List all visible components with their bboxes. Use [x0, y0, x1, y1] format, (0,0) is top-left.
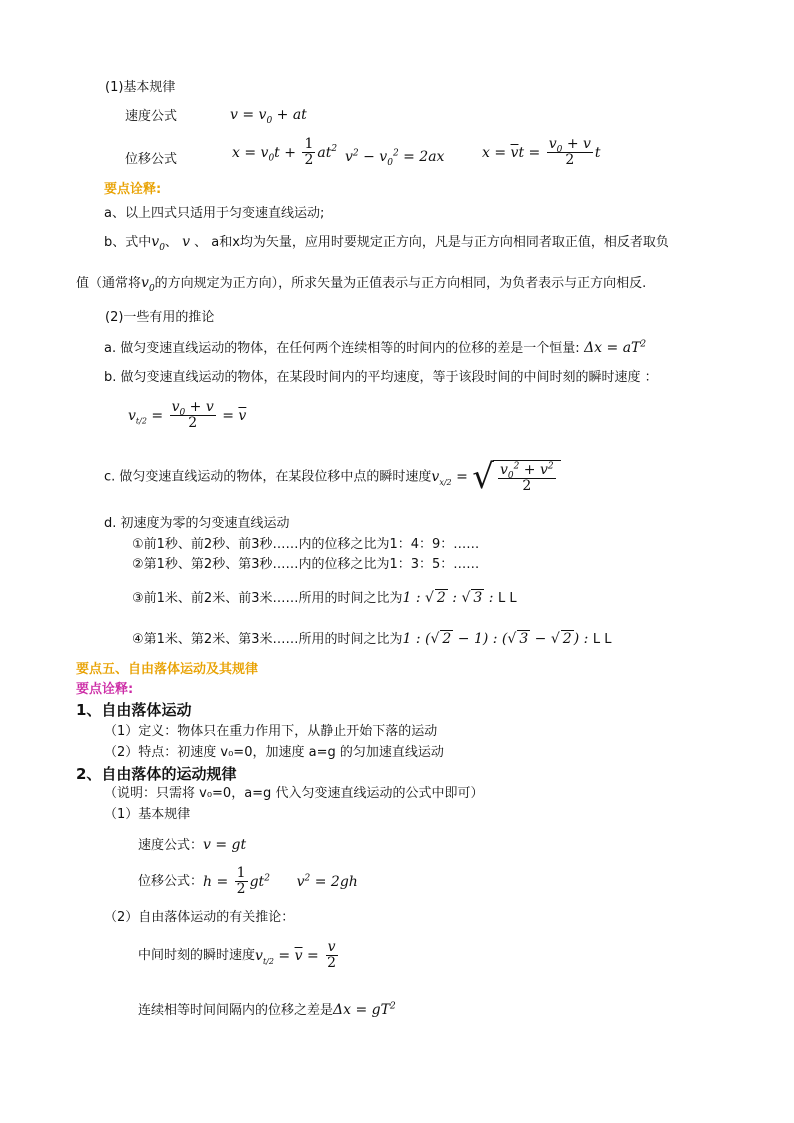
- free-fall-mid-velocity: 中间时刻的瞬时速度$v_{t/2} = \overline{v}$ = $\frac{v}{2}$: [138, 939, 337, 972]
- displacement-formula-1: $x = v_0t$ + $\frac{1}{2}$ $at^2$: [232, 136, 338, 169]
- inference-d1: ①前1秒、前2秒、前3秒……内的位移之比为1：4：9：……: [132, 537, 480, 552]
- free-fall-explanation: （说明：只需将 v₀=0，a=g 代入匀变速直线运动的公式中即可）: [104, 786, 484, 801]
- note-a: a、以上四式只适用于匀变速直线运动;: [104, 206, 325, 221]
- free-fall-heading: 1、自由落体运动: [76, 701, 192, 719]
- displacement-formula-label: 位移公式: [125, 152, 178, 167]
- note-b-line1: b、式中$v_0$、 v 、 a和x均为矢量，应用时要规定正方向，凡是与正方向相同者取正值，相反者取负: [104, 234, 669, 253]
- section5-title: 要点五、自由落体运动及其规律: [76, 662, 259, 677]
- free-fall-inference-heading: （2）自由落体运动的有关推论：: [104, 910, 295, 925]
- note-title: 要点诠释:: [104, 182, 162, 197]
- inference-d: d. 初速度为零的匀变速直线运动: [104, 516, 290, 531]
- free-fall-velocity: 速度公式：v = gt: [138, 837, 247, 853]
- section1-heading: (1)基本规律: [105, 80, 176, 95]
- displacement-formula-2: $v^2 - v_0^2 = 2ax$: [345, 148, 445, 168]
- free-fall-displacement-diff: 连续相等时间间隔内的位移之差是$\Delta x = gT^2$: [138, 1001, 396, 1018]
- velocity-formula: $v = v_0$ + at: [230, 107, 307, 126]
- inference-d4: ④第1米、第2米、第3米……所用的时间之比为1 : (√ 2 − 1) : (√ 3 − √ 2 ) : L L: [132, 631, 612, 647]
- free-fall-displacement: 位移公式：h = $\frac{1}{2}$ $gt^2$ $v^2 = 2gh$: [138, 865, 358, 898]
- velocity-formula-label: 速度公式: [125, 109, 178, 124]
- section5-note: 要点诠释:: [76, 682, 134, 697]
- free-fall-feature: （2）特点：初速度 v₀=0，加速度 a=g 的匀加速直线运动: [104, 745, 444, 760]
- inference-c: c. 做匀变速直线运动的物体，在某段位移中点的瞬时速度$v_{x/2}$ = √ $\frac{v_0^2 + v^2}{2}$: [104, 460, 561, 495]
- free-fall-law-heading: 2、自由落体的运动规律: [76, 765, 237, 783]
- note-b-line2: 值（通常将$v_0$的方向规定为正方向），所求矢量为正值表示与正方向相同，为负者表示与正方向相反.: [76, 275, 647, 294]
- inference-d3: ③前1米、前2米、前3米……所用的时间之比为1 : √ 2 : √ 3 : L L: [132, 590, 517, 606]
- inference-b: b. 做匀变速直线运动的物体，在某段时间内的平均速度，等于该段时间的中间时刻的瞬时速度 ：: [104, 370, 658, 385]
- section2-heading: (2)一些有用的推论: [105, 310, 215, 325]
- displacement-formula-3: $x = \overline{v}t$ = $\frac{v_0 + v}{2}$ t: [482, 136, 601, 169]
- inference-d2: ②第1秒、第2秒、第3秒……内的位移之比为1：3：5：……: [132, 557, 480, 572]
- free-fall-definition: （1）定义：物体只在重力作用下，从静止开始下落的运动: [104, 724, 438, 739]
- free-fall-basic-heading: （1）基本规律: [104, 807, 191, 822]
- inference-b-formula: $v_{t/2}$ = $\frac{v_0 + v}{2}$ = $\overline{v}$: [128, 399, 247, 432]
- inference-a: a. 做匀变速直线运动的物体，在任何两个连续相等的时间内的位移的差是一个恒量: $\Delta x = aT^2$: [104, 339, 647, 356]
